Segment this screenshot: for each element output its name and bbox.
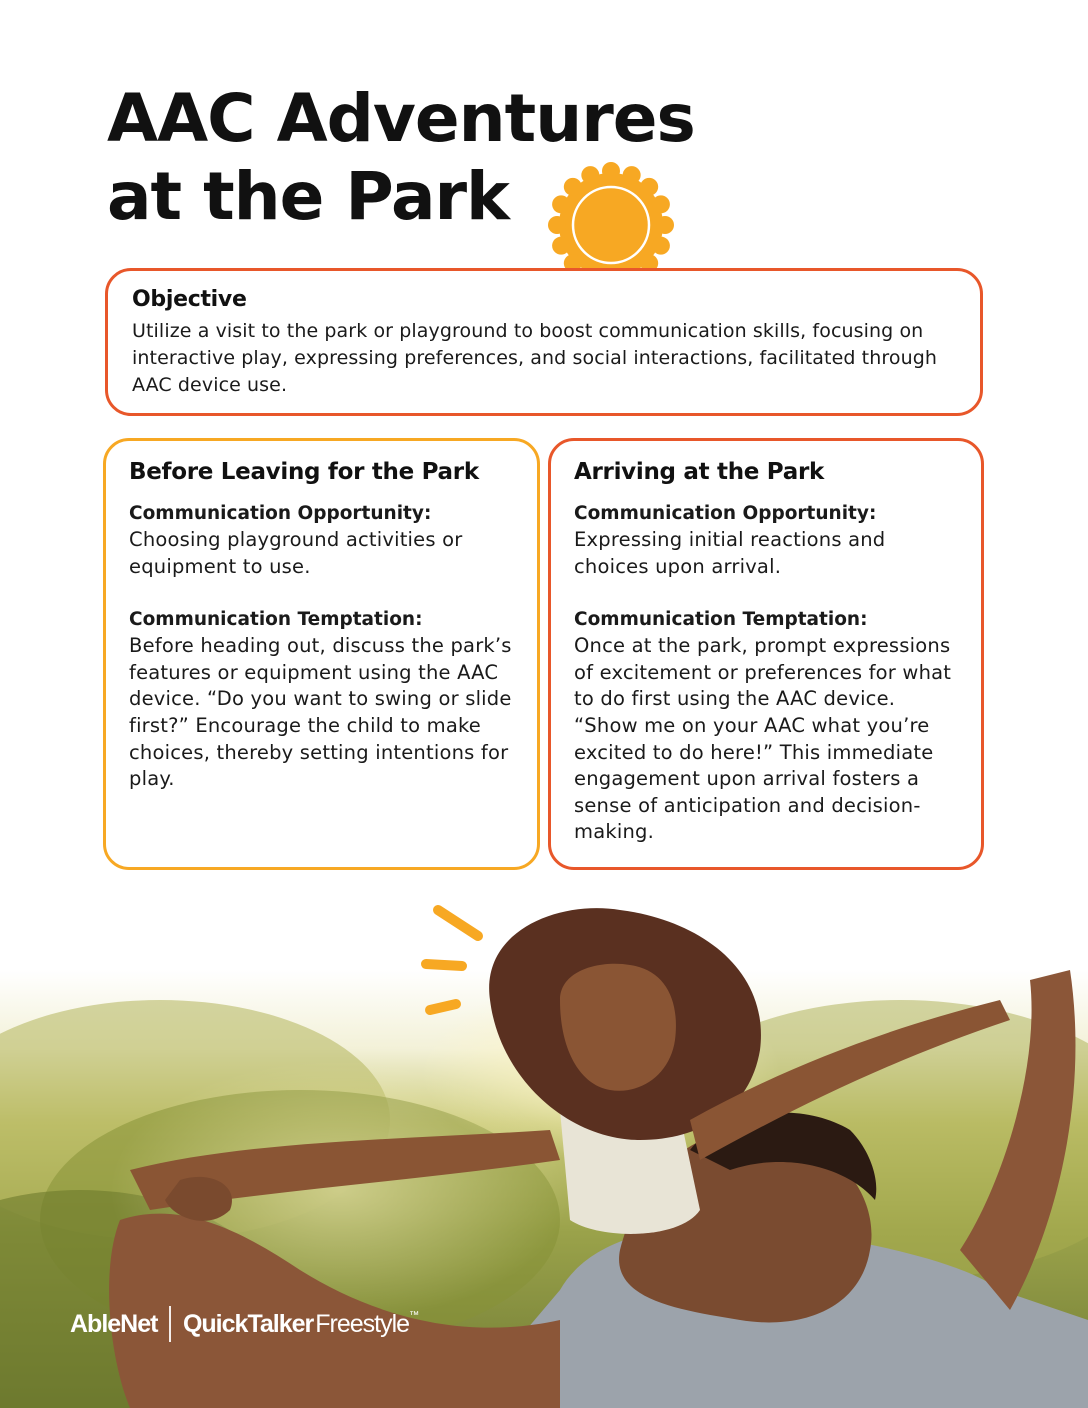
arriving-temptation-text: Once at the park, prompt expressions of excitement or preferences for what to do first using the AAC device. “Show me on your AAC what you’re excited to do here!” This immediate engagement upon arrival fosters a sense of anticipation and decision-making. xyxy=(574,634,952,844)
before-temptation-label: Communication Temptation: xyxy=(129,609,423,631)
objective-heading: Objective xyxy=(132,287,247,312)
arriving-opportunity-text: Expressing initial reactions and choices upon arrival. xyxy=(574,528,886,578)
page-title-line-2: at the Park xyxy=(107,158,509,235)
objective-card xyxy=(105,268,983,416)
spacer xyxy=(129,580,517,607)
objective-text: Utilize a visit to the park or playground to boost communication skills, focusing on interactive play, expressing preferences, and social interactions, facilitated through AAC device use. xyxy=(132,320,938,396)
spacer xyxy=(574,580,961,607)
trademark-mark: ™ xyxy=(409,1310,420,1321)
arriving-card xyxy=(548,438,984,870)
arriving-temptation-label: Communication Temptation: xyxy=(574,609,868,631)
quicktalker-logo: QuickTalker xyxy=(182,1309,314,1338)
before-leaving-card xyxy=(103,438,540,870)
logo-divider xyxy=(169,1306,171,1342)
before-leaving-heading: Before Leaving for the Park xyxy=(129,459,479,485)
ablenet-logo: AbleNet xyxy=(70,1309,158,1338)
arriving-heading: Arriving at the Park xyxy=(574,459,824,485)
arriving-opportunity-label: Communication Opportunity: xyxy=(574,503,877,524)
spark-lines-icon xyxy=(412,900,492,1030)
before-opportunity-label: Communication Opportunity: xyxy=(129,503,432,524)
before-temptation-text: Before heading out, discuss the park’s features or equipment using the AAC device. “Do you want to swing or slide first?” Encourage the child to make choices, thereby setting intentions for play. xyxy=(129,634,512,791)
before-opportunity-text: Choosing playground activities or equipment to use. xyxy=(129,528,463,578)
freestyle-logo-text: Freestyle xyxy=(315,1309,410,1338)
footer-logo xyxy=(70,1304,419,1344)
page-title-line-1: AAC Adventures xyxy=(107,80,695,157)
